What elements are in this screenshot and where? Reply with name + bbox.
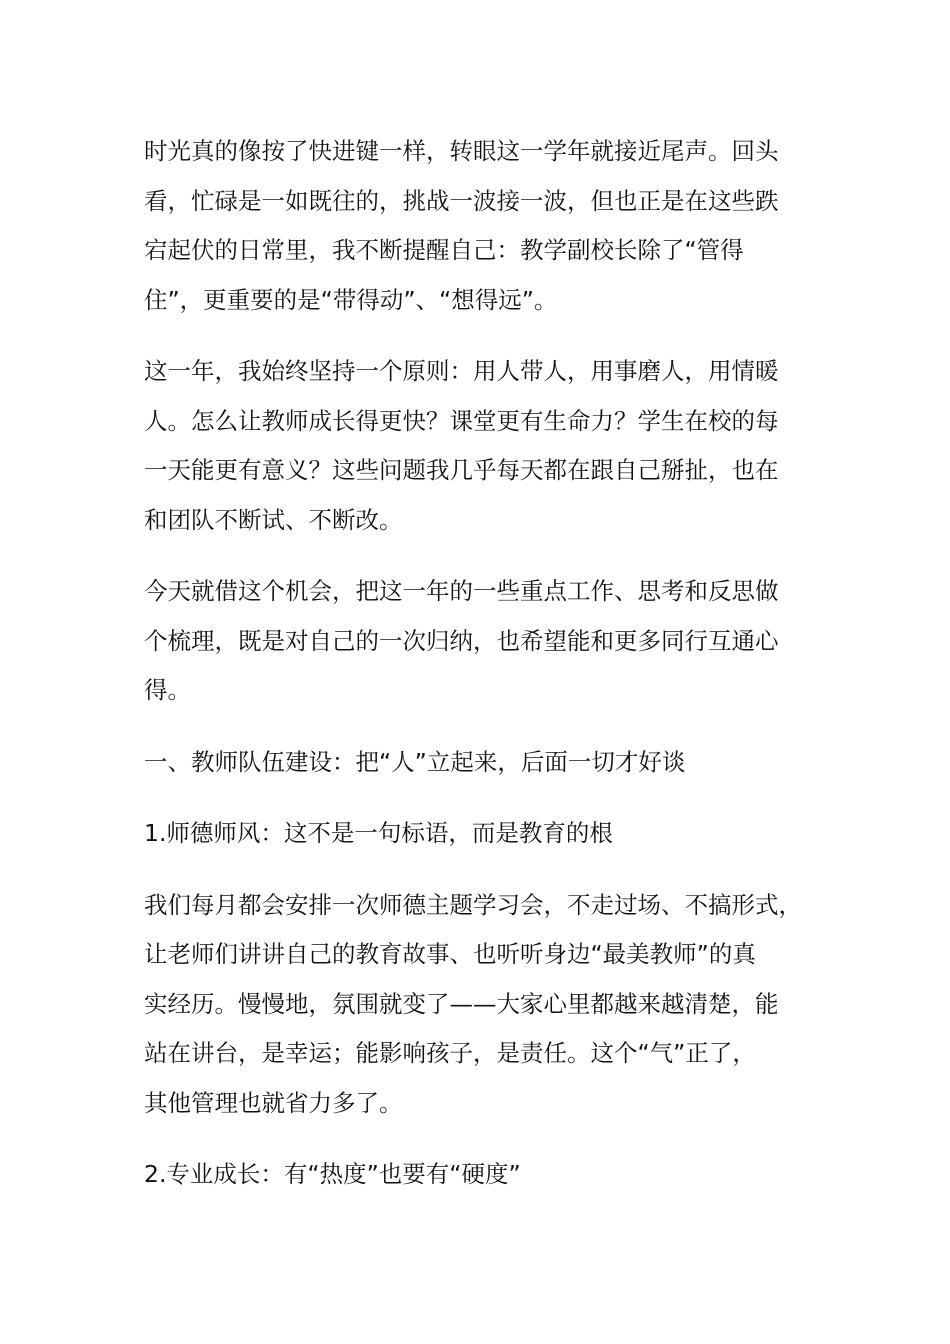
principle-paragraph: 这一年，我始终坚持一个原则：用人带人，用事磨人，用情暖 人。怎么让教师成长得更快？课堂更有生命力？学生在校的每 一天能更有意义？这些问题我几乎每天都在跟自己掰扯，也在 和团队不断试、不断改。 xyxy=(144,357,779,534)
section-heading-1: 一、教师队伍建设：把“人”立起来，后面一切才好谈 xyxy=(144,747,686,776)
intro-paragraph: 时光真的像按了快进键一样，转眼这一学年就接近尾声。回头 看，忙碌是一如既往的，挑战一波接一波，但也正是在这些跌 宕起伏的日常里，我不断提醒自己：教学副校长除了“管得 住”，更重要的是“带得动”、“想得远”。 xyxy=(144,137,779,314)
purpose-paragraph: 今天就借这个机会，把这一年的一些重点工作、思考和反思做 个梳理，既是对自己的一次归纳，也希望能和更多同行互通心 得。 xyxy=(144,577,779,704)
ethics-paragraph: 我们每月都会安排一次师德主题学习会，不走过场、不搞形式， 让老师们讲讲自己的教育故事、也听听身边“最美教师”的真 实经历。慢慢地，氛围就变了——大家心里都越来越清楚，能 站在讲台，是幸运；能影响孩子，是责任。这个“气”正了， 其他管理也就省力多了。 xyxy=(144,890,802,1117)
document-body xyxy=(144,127,812,1222)
subsection-heading-1-1: 1.师德师风：这不是一句标语，而是教育的根 xyxy=(144,819,613,847)
subsection-heading-1-2: 2.专业成长：有“热度”也要有“硬度” xyxy=(144,1160,521,1188)
